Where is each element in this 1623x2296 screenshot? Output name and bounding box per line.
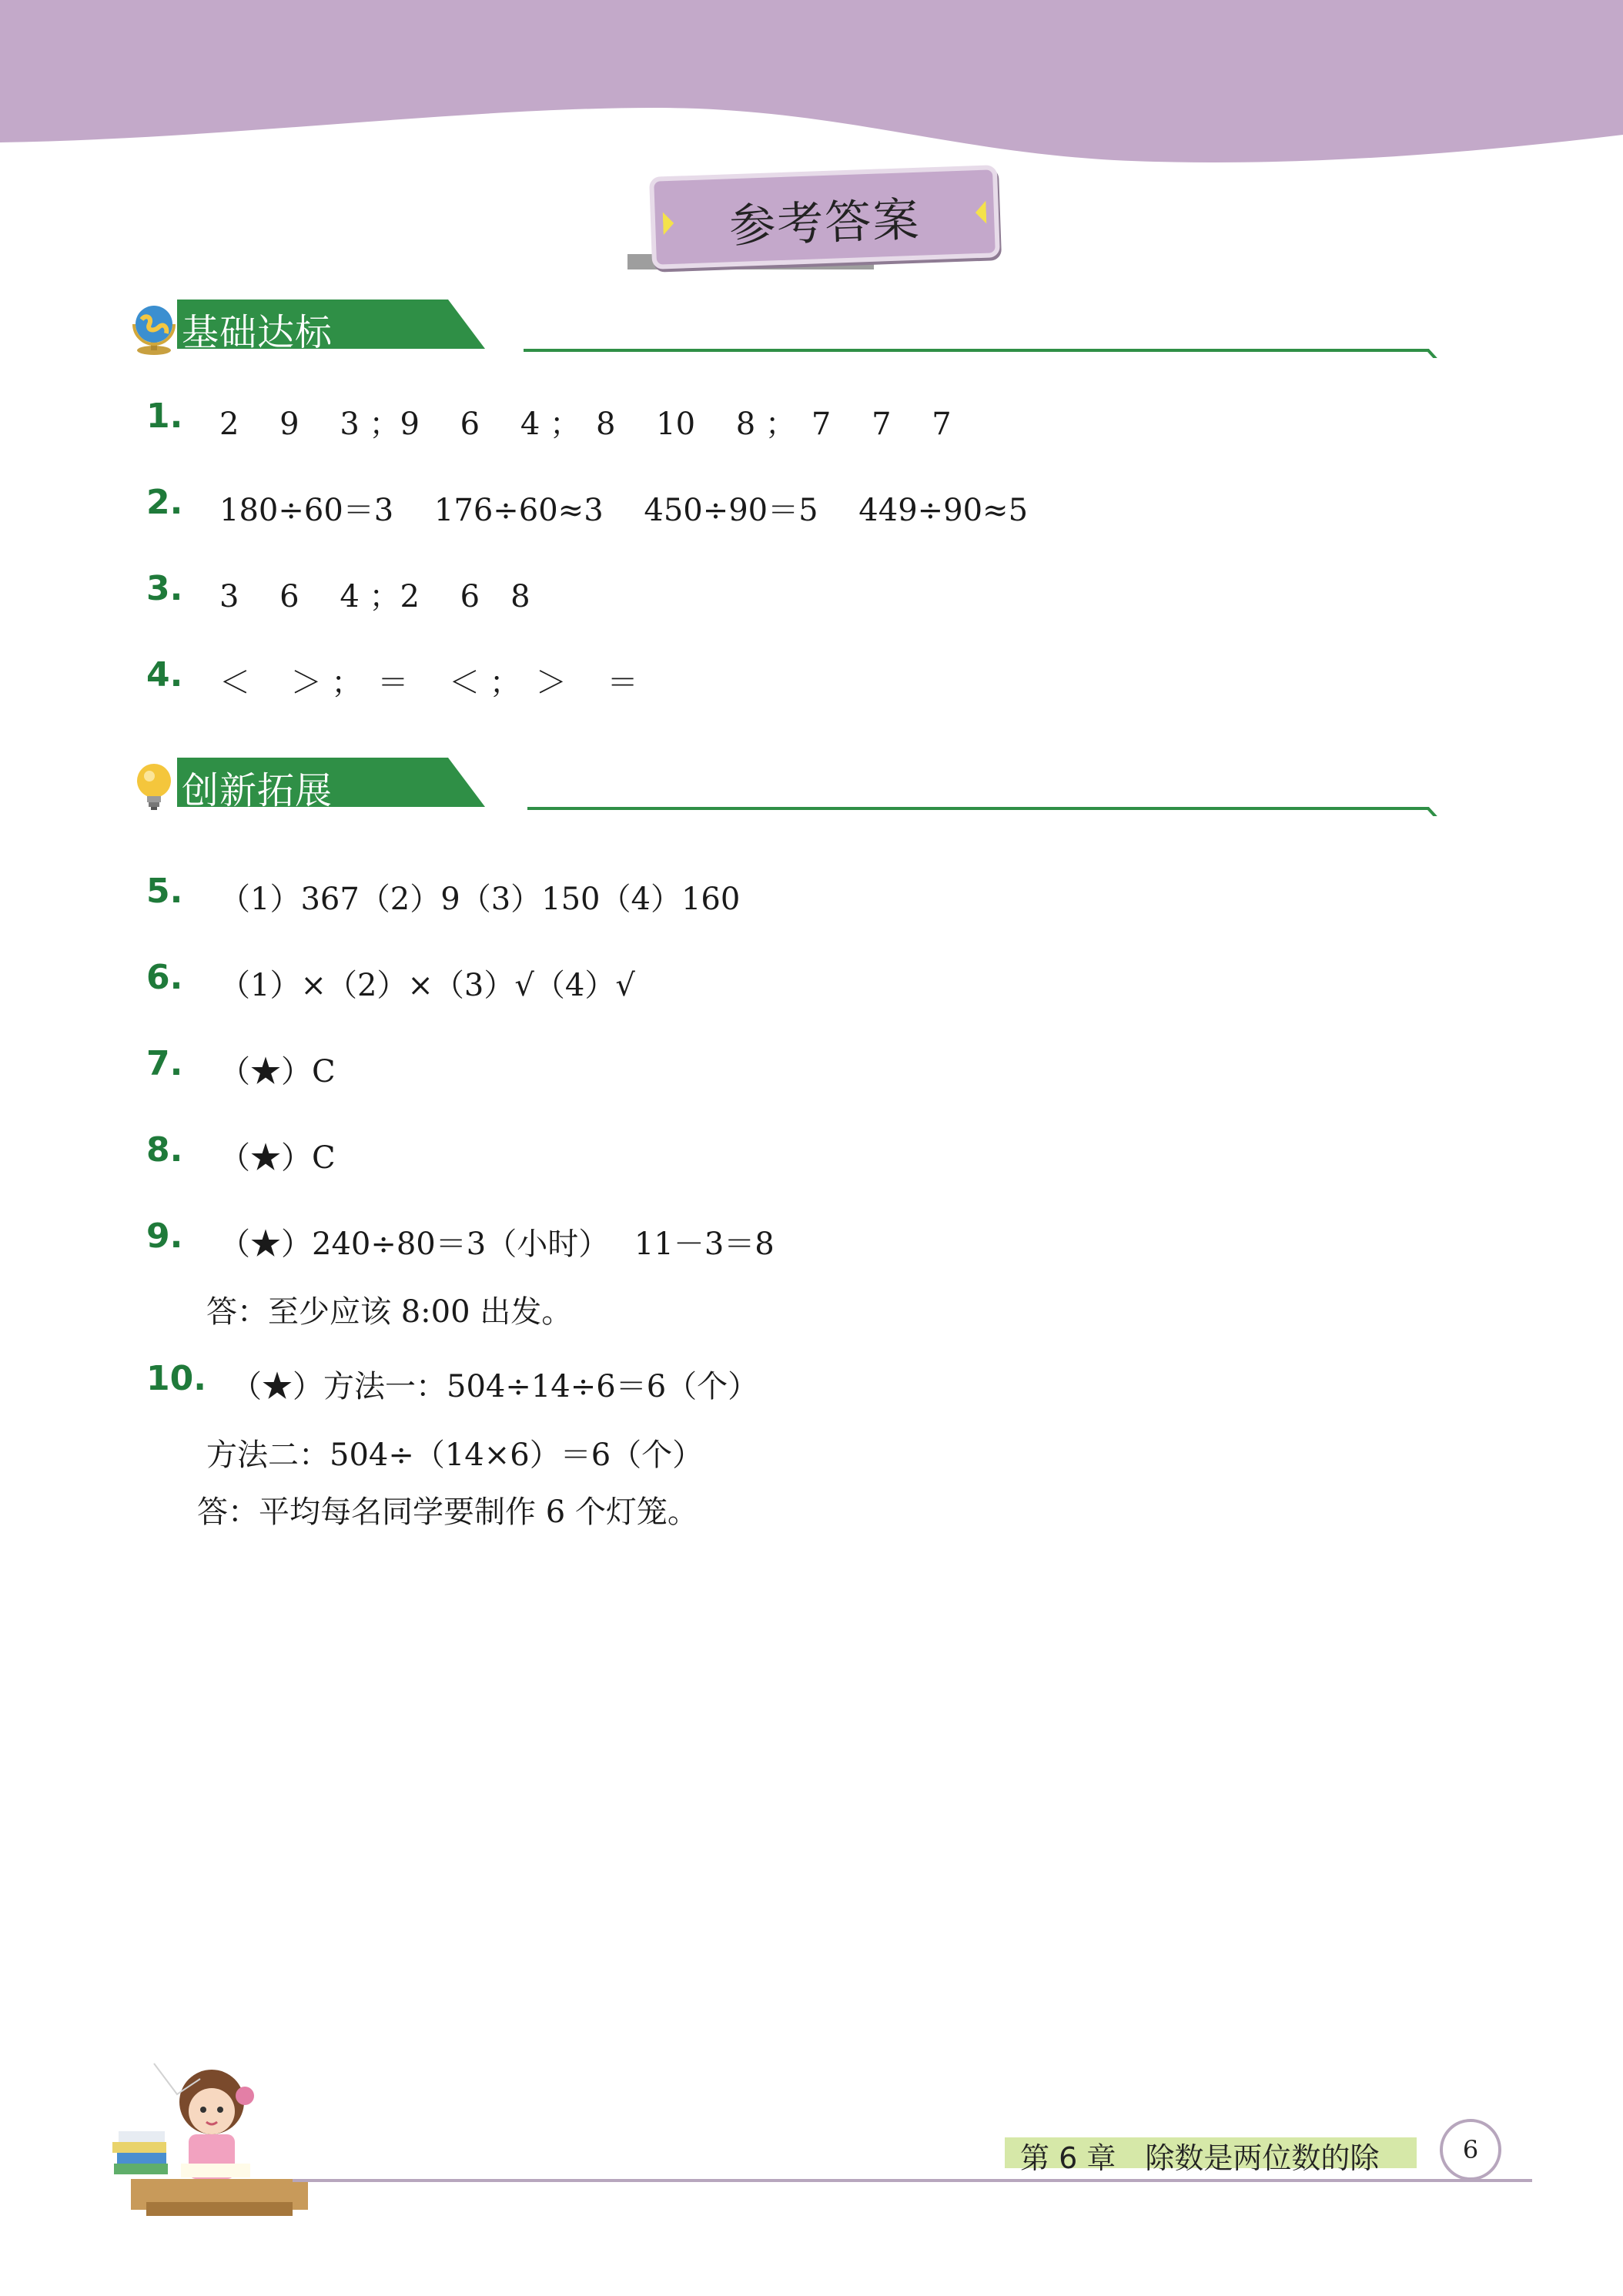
section-rule [408, 296, 1455, 358]
question-number: 2. [146, 483, 183, 522]
section-rule [408, 755, 1455, 816]
answer-text: （★）C [219, 1054, 336, 1089]
section-header-innovation [123, 755, 1447, 816]
page-title: 参考答案 [728, 192, 922, 254]
answer-text: （★）240÷80＝3（小时） 11－3＝8 [219, 1227, 775, 1262]
question-number: 6. [146, 958, 183, 997]
chapter-title: 第 6 章 除数是两位数的除 [1020, 2141, 1380, 2175]
answer-text: 2 9 3 ；9 6 4 ； 8 10 8 ； 7 7 7 [219, 407, 952, 442]
question-number: 10. [146, 1359, 206, 1398]
top-wave-decoration [0, 0, 1623, 177]
footer-line [293, 2179, 1532, 2182]
lightbulb-icon [123, 755, 185, 816]
globe-icon [123, 296, 185, 358]
answer-text: （1）×（2）×（3）√（4）√ [219, 968, 635, 1003]
section-header-basic [123, 296, 1447, 358]
answer-10-conclusion: 答：平均每名同学要制作 6 个灯笼。 [197, 1494, 698, 1530]
section-label: 基础达标 [182, 311, 333, 354]
answer-text: （★）C [219, 1140, 336, 1176]
question-number: 7. [146, 1044, 183, 1083]
answer-text: （★）方法一：504÷14÷6＝6（个） [231, 1369, 759, 1404]
girl-reading-illustration [108, 2048, 323, 2217]
answer-text: 3 6 4 ；2 6 8 [219, 579, 530, 614]
section-label: 创新拓展 [182, 769, 333, 812]
question-number: 1. [146, 397, 183, 436]
question-number: 3. [146, 569, 183, 608]
answer-text: 180÷60＝3 176÷60≈3 450÷90＝5 449÷90≈5 [219, 493, 1029, 528]
answer-9-conclusion: 答：至少应该 8:00 出发。 [206, 1294, 573, 1330]
answer-10-method2: 方法二：504÷（14×6）＝6（个） [206, 1438, 704, 1473]
title-banner [649, 165, 1000, 269]
question-number: 4. [146, 655, 183, 694]
question-number: 5. [146, 872, 183, 911]
question-number: 9. [146, 1217, 183, 1256]
answer-row-4 [146, 655, 638, 761]
answer-text: ＜ ＞ ； ＝ ＜ ； ＞ ＝ [219, 665, 638, 701]
question-number: 8. [146, 1130, 183, 1170]
answer-text: （1）367（2）9（3）150（4）160 [219, 882, 741, 917]
page-number: 6 [1440, 2119, 1501, 2181]
